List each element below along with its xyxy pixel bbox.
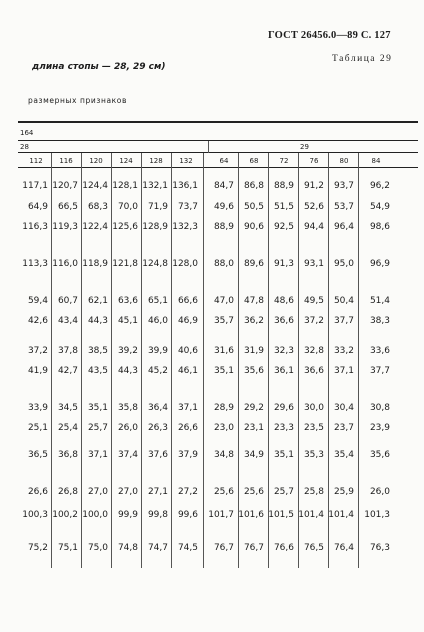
table-cell: 100,2 [52,510,78,520]
table-cell: 101,3 [364,510,390,520]
table-cell: 75,2 [27,543,48,553]
table-cell: 35,3 [303,450,324,460]
table-cell: 63,6 [117,296,138,306]
table-cell: 25,8 [303,487,324,497]
table-cell: 44,3 [117,366,138,376]
table-cell: 93,7 [333,181,354,191]
table-cell: 66,6 [177,296,198,306]
table-cell: 43,4 [57,316,78,326]
table-cell: 128,9 [142,222,168,232]
column-header-128: 128 [149,157,163,165]
table-cell: 53,7 [333,202,354,212]
table-cell: 25,9 [333,487,354,497]
table-cell: 34,8 [213,450,234,460]
table-subtitle: длина стопы — 28, 29 см) [32,62,166,72]
table-cell: 92,5 [273,222,294,232]
table-cell: 37,6 [147,450,168,460]
table-number-label: Таблица 29 [332,54,393,64]
table-cell: 50,4 [333,296,354,306]
table-cell: 32,3 [273,346,294,356]
table-cell: 95,0 [333,259,354,269]
table-cell: 33,9 [27,403,48,413]
table-cell: 33,6 [369,346,390,356]
table-cell: 43,5 [87,366,108,376]
table-cell: 99,8 [147,510,168,520]
table-cell: 44,3 [87,316,108,326]
table-cell: 64,9 [27,202,48,212]
table-cell: 101,6 [238,510,264,520]
table-cell: 132,3 [172,222,198,232]
table-cell: 38,5 [87,346,108,356]
table-cell: 36,8 [57,450,78,460]
table-cell: 68,3 [87,202,108,212]
table-cell: 94,4 [303,222,324,232]
table-cell: 128,1 [112,181,138,191]
table-cell: 96,2 [369,181,390,191]
table-cell: 101,4 [298,510,324,520]
table-cell: 27,0 [87,487,108,497]
table-cell: 116,3 [22,222,48,232]
table-cell: 101,5 [268,510,294,520]
table-cell: 35,6 [243,366,264,376]
column-header-132: 132 [179,157,193,165]
table-cell: 76,7 [213,543,234,553]
table-cell: 34,9 [243,450,264,460]
table-cell: 36,4 [147,403,168,413]
table-cell: 35,4 [333,450,354,460]
table-cell: 124,8 [142,259,168,269]
column-header-112: 112 [29,157,43,165]
column-separator [111,153,112,568]
table-cell: 121,8 [112,259,138,269]
table-cell: 100,3 [22,510,48,520]
table-cell: 39,9 [147,346,168,356]
table-cell: 31,9 [243,346,264,356]
table-cell: 37,1 [333,366,354,376]
table-cell: 88,0 [213,259,234,269]
table-cell: 47,8 [243,296,264,306]
table-cell: 74,8 [117,543,138,553]
table-cell: 118,9 [82,259,108,269]
table-cell: 51,4 [369,296,390,306]
table-cell: 35,1 [273,450,294,460]
table-cell: 23,0 [213,423,234,433]
table-cell: 76,6 [273,543,294,553]
table-cell: 37,1 [177,403,198,413]
table-cell: 30,4 [333,403,354,413]
table-cell: 91,2 [303,181,324,191]
table-cell: 90,6 [243,222,264,232]
table-cell: 37,7 [333,316,354,326]
table-cell: 27,0 [117,487,138,497]
table-cell: 27,2 [177,487,198,497]
table-cell: 60,7 [57,296,78,306]
top-header-label: 164 [20,129,34,137]
table-cell: 35,8 [117,403,138,413]
column-separator [358,153,359,568]
table-cell: 70,0 [117,202,138,212]
table-cell: 76,4 [333,543,354,553]
column-header-64: 64 [219,157,229,165]
table-cell: 45,1 [117,316,138,326]
table-cell: 38,3 [369,316,390,326]
table-cell: 51,5 [273,202,294,212]
table-cell: 76,3 [369,543,390,553]
table-cell: 49,5 [303,296,324,306]
table-cell: 47,0 [213,296,234,306]
table-cell: 25,1 [27,423,48,433]
table-cell: 23,1 [243,423,264,433]
table-cell: 93,1 [303,259,324,269]
table-cell: 74,5 [177,543,198,553]
table-cell: 88,9 [213,222,234,232]
column-separator [81,153,82,568]
table-cell: 75,1 [57,543,78,553]
table-cell: 33,2 [333,346,354,356]
table-cell: 30,0 [303,403,324,413]
column-header-80: 80 [339,157,349,165]
table-cell: 48,6 [273,296,294,306]
table-cell: 25,7 [87,423,108,433]
column-header-116: 116 [59,157,73,165]
table-cell: 86,8 [243,181,264,191]
table-cell: 35,6 [369,450,390,460]
table-cell: 46,0 [147,316,168,326]
table-cell: 32,8 [303,346,324,356]
table-cell: 37,2 [27,346,48,356]
table-cell: 37,9 [177,450,198,460]
column-separator [268,153,269,568]
table-top-rule [18,121,418,123]
table-cell: 23,3 [273,423,294,433]
table-cell: 89,6 [243,259,264,269]
table-cell: 124,4 [82,181,108,191]
table-cell: 37,8 [57,346,78,356]
table-cell: 50,5 [243,202,264,212]
table-cell: 45,2 [147,366,168,376]
table-cell: 101,7 [208,510,234,520]
table-cell: 36,1 [273,366,294,376]
table-cell: 119,3 [52,222,78,232]
table-cell: 54,9 [369,202,390,212]
table-cell: 29,2 [243,403,264,413]
table-cell: 91,3 [273,259,294,269]
column-header-124: 124 [119,157,133,165]
table-cell: 136,1 [172,181,198,191]
column-separator [141,153,142,568]
table-cell: 30,8 [369,403,390,413]
table-cell: 117,1 [22,181,48,191]
table-cell: 26,0 [369,487,390,497]
table-cell: 76,5 [303,543,324,553]
column-separator [203,153,204,568]
table-cell: 23,7 [333,423,354,433]
column-header-72: 72 [279,157,289,165]
table-cell: 36,6 [273,316,294,326]
group-header-29: 29 [300,143,309,151]
table-cell: 99,6 [177,510,198,520]
table-cell: 101,4 [328,510,354,520]
table-cell: 37,2 [303,316,324,326]
group-divider [208,141,209,153]
table-cell: 23,5 [303,423,324,433]
table-cell: 26,8 [57,487,78,497]
column-header-76: 76 [309,157,319,165]
table-cell: 76,7 [243,543,264,553]
table-cell: 116,0 [52,259,78,269]
column-separator [238,153,239,568]
table-cell: 35,7 [213,316,234,326]
table-cell: 26,6 [177,423,198,433]
table-cell: 35,1 [213,366,234,376]
table-cell: 75,0 [87,543,108,553]
table-cell: 100,0 [82,510,108,520]
table-cell: 31,6 [213,346,234,356]
table-cell: 96,4 [333,222,354,232]
table-cell: 29,6 [273,403,294,413]
table-cell: 99,9 [117,510,138,520]
column-header-68: 68 [249,157,259,165]
table-cell: 96,9 [369,259,390,269]
table-cell: 73,7 [177,202,198,212]
table-cell: 42,7 [57,366,78,376]
table-cell: 36,6 [303,366,324,376]
table-cell: 25,6 [213,487,234,497]
table-cell: 59,4 [27,296,48,306]
table-cell: 28,9 [213,403,234,413]
table-cell: 39,2 [117,346,138,356]
table-cell: 74,7 [147,543,168,553]
table-cell: 88,9 [273,181,294,191]
column-header-120: 120 [89,157,103,165]
column-separator [51,153,52,568]
table-cell: 40,6 [177,346,198,356]
table-cell: 113,3 [22,259,48,269]
table-cell: 25,7 [273,487,294,497]
table-cell: 49,6 [213,202,234,212]
table-cell: 42,6 [27,316,48,326]
section-caption: размерных признаков [28,96,127,105]
table-cell: 36,5 [27,450,48,460]
table-cell: 46,9 [177,316,198,326]
table-cell: 98,6 [369,222,390,232]
group-header-28: 28 [20,143,29,151]
table-cell: 26,0 [117,423,138,433]
column-header-84: 84 [371,157,381,165]
table-cell: 37,7 [369,366,390,376]
table-cell: 125,6 [112,222,138,232]
table-cell: 120,7 [52,181,78,191]
column-separator [171,153,172,568]
table-cell: 27,1 [147,487,168,497]
table-cell: 36,2 [243,316,264,326]
table-cell: 25,6 [243,487,264,497]
table-cell: 26,6 [27,487,48,497]
column-separator [328,153,329,568]
table-cell: 71,9 [147,202,168,212]
table-cell: 66,5 [57,202,78,212]
table-cell: 41,9 [27,366,48,376]
table-cell: 37,1 [87,450,108,460]
table-cell: 52,6 [303,202,324,212]
table-cell: 128,0 [172,259,198,269]
table-cell: 84,7 [213,181,234,191]
table-cell: 35,1 [87,403,108,413]
table-cell: 132,1 [142,181,168,191]
table-cell: 65,1 [147,296,168,306]
table-cell: 34,5 [57,403,78,413]
page-header-gost-reference: ГОСТ 26456.0—89 С. 127 [268,30,391,41]
table-cell: 23,9 [369,423,390,433]
table-cell: 37,4 [117,450,138,460]
table-cell: 26,3 [147,423,168,433]
table-cell: 122,4 [82,222,108,232]
table-cell: 46,1 [177,366,198,376]
table-cell: 25,4 [57,423,78,433]
column-separator [298,153,299,568]
header-rule-1 [18,140,418,141]
table-cell: 62,1 [87,296,108,306]
